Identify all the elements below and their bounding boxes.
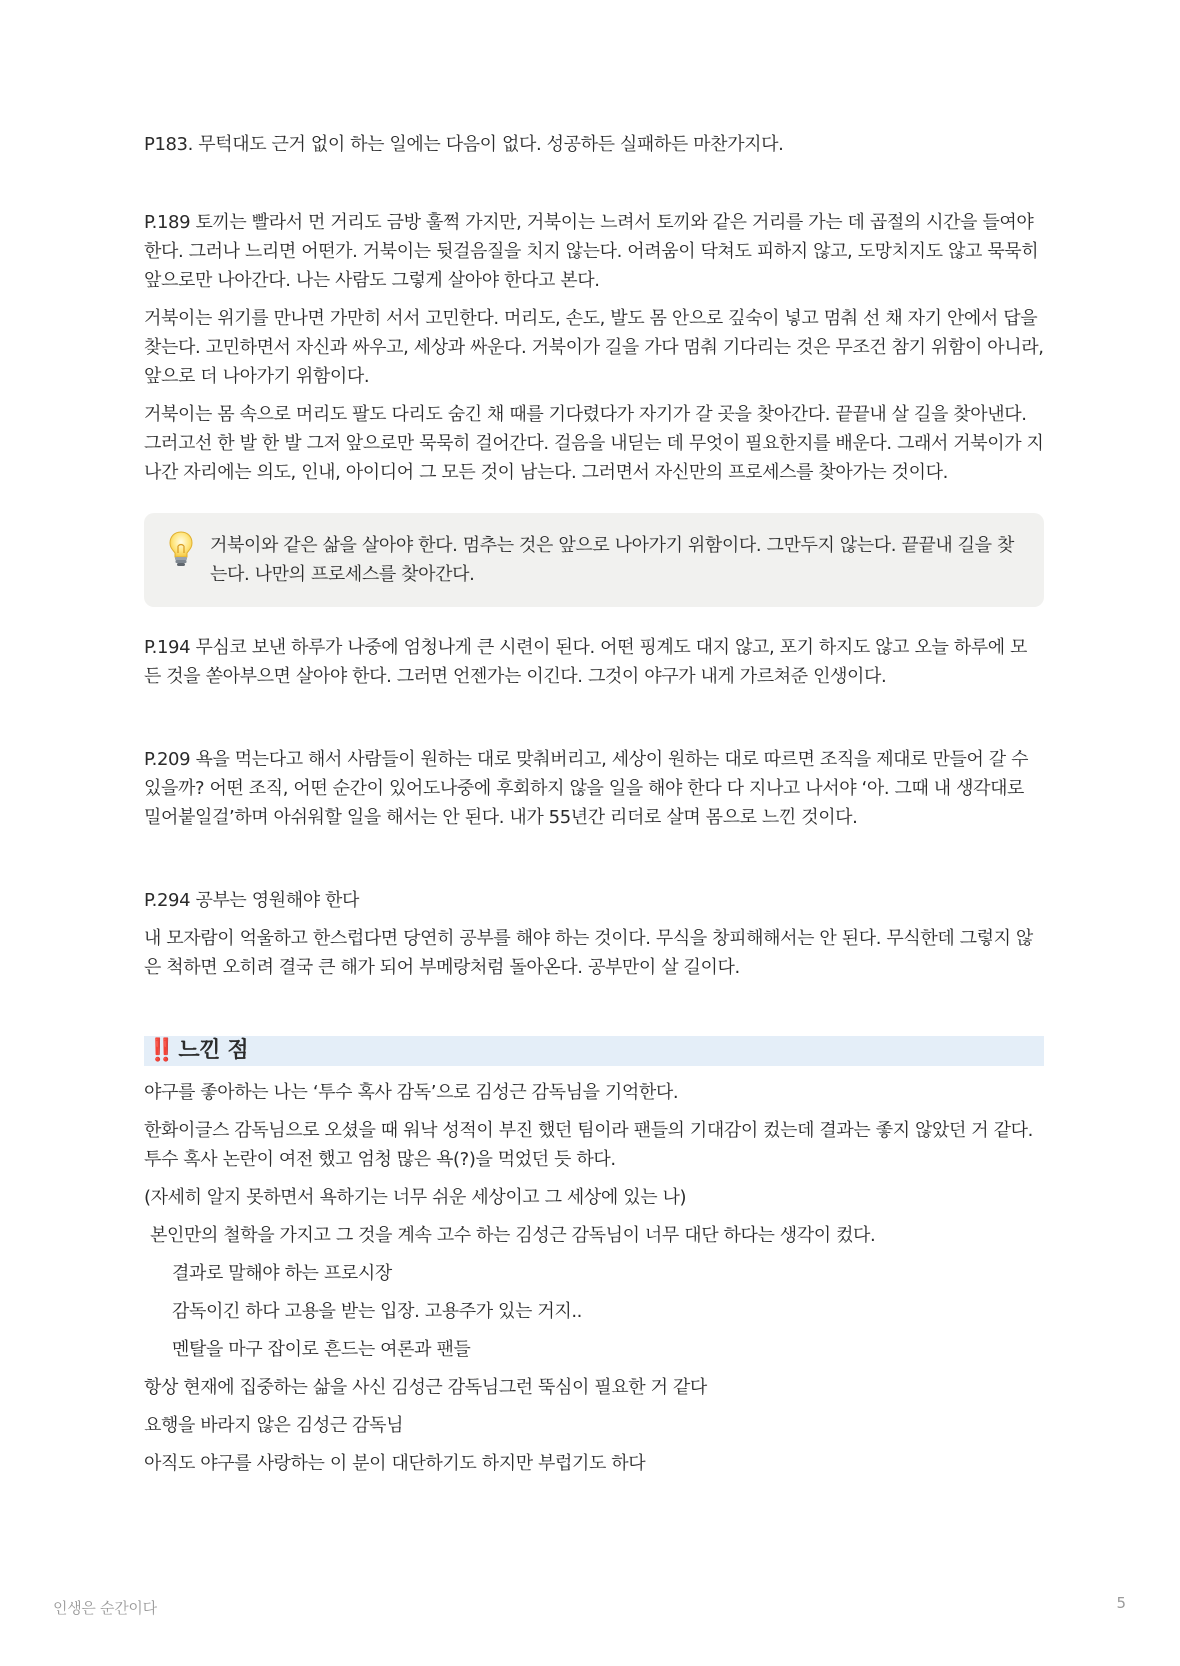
page-number: 5	[1116, 1594, 1126, 1612]
reflection-line: 본인만의 철학을 가지고 그 것을 계속 고수 하는 김성근 감독님이 너무 대단 하다는 생각이 컸다.	[150, 1225, 876, 1246]
reflection-line: (자세히 알지 못하면서 욕하기는 너무 쉬운 세상이고 그 세상에 있는 나)	[144, 1187, 687, 1208]
quote-p294-body: 내 모자람이 억울하고 한스럽다면 당연히 공부를 해야 하는 것이다. 무식을 창피해해서는 안 된다. 무식한데 그렇지 않은 척하면 오히려 결국 큰 해가 되어 부메랑처럼 돌아온다. 공부만이 살 길이다.	[144, 928, 1033, 978]
reflection-subline: 멘탈을 마구 잡이로 흔드는 여론과 팬들	[172, 1339, 471, 1360]
callout-box	[144, 513, 1044, 607]
reflection-line: 한화이글스 감독님으로 오셨을 때 워낙 성적이 부진 했던 팀이라 팬들의 기대감이 컸는데 결과는 좋지 않았던 거 같다. 투수 혹사 논란이 여전 했고 엄청 많은 욕(?)을 먹었던 듯 하다.	[144, 1120, 1033, 1170]
reflection-line: 아직도 야구를 사랑하는 이 분이 대단하기도 하지만 부럽기도 하다	[144, 1453, 646, 1474]
callout-text: 거북이와 같은 삶을 살아야 한다. 멈추는 것은 앞으로 나아가기 위함이다. 그만두지 않는다. 끝끝내 길을 찾는다. 나만의 프로세스를 찾아간다.	[210, 535, 1014, 585]
double-exclamation-icon: ‼️	[148, 1038, 173, 1063]
reflection-subline: 결과로 말해야 하는 프로시장	[172, 1263, 392, 1284]
quote-p189-continued: 거북이는 몸 속으로 머리도 팔도 다리도 숨긴 채 때를 기다렸다가 자기가 갈 곳을 찾아간다. 끝끝내 살 길을 찾아낸다. 그러고선 한 발 한 발 그저 앞으로만 묵묵히 걸어간다. 걸음을 내딛는 데 무엇이 필요한지를 배운다. 그래서 거북이가 지나간 자리에는 의도, 인내, 아이디어 그 모든 것이 남는다. 그러면서 자신만의 프로세스를 찾아가는 것이다.	[144, 404, 1044, 483]
quote-p189: P.189 토끼는 빨라서 먼 거리도 금방 훌쩍 가지만, 거북이는 느려서 토끼와 같은 거리를 가는 데 곱절의 시간을 들여야 한다. 그러나 느리면 어떤가. 거북이는 뒷걸음질을 치지 않는다. 어려움이 닥쳐도 피하지 않고, 도망치지도 않고 묵묵히 앞으로만 나아간다. 나는 사람도 그렇게 살아야 한다고 본다.	[144, 212, 1039, 291]
lightbulb-icon	[166, 529, 196, 569]
reflection-line: 항상 현재에 집중하는 삶을 사신 김성근 감독님그런 뚝심이 필요한 거 같다	[144, 1377, 707, 1398]
section-heading-title: 느낀 점	[178, 1038, 249, 1063]
quote-p183: P183. 무턱대도 근거 없이 하는 일에는 다음이 없다. 성공하든 실패하든 마찬가지다.	[144, 134, 784, 155]
quote-p194: P.194 무심코 보낸 하루가 나중에 엄청나게 큰 시련이 된다. 어떤 핑계도 대지 않고, 포기 하지도 않고 오늘 하루에 모든 것을 쏟아부으면 살아야 한다. 그러면 언젠가는 이긴다. 그것이 야구가 내게 가르쳐준 인생이다.	[144, 637, 1028, 687]
footer-document-title: 인생은 순간이다	[53, 1599, 157, 1617]
section-heading	[144, 1036, 1044, 1066]
reflection-subline: 감독이긴 하다 고용을 받는 입장. 고용주가 있는 거지..	[172, 1301, 582, 1322]
reflection-line: 야구를 좋아하는 나는 ‘투수 혹사 감독’으로 김성근 감독님을 기억한다.	[144, 1082, 679, 1103]
page-content	[144, 130, 1044, 1478]
quote-p189-continued: 거북이는 위기를 만나면 가만히 서서 고민한다. 머리도, 손도, 발도 몸 안으로 깊숙이 넣고 멈춰 선 채 자기 안에서 답을 찾는다. 고민하면서 자신과 싸우고, 세상과 싸운다. 거북이가 길을 가다 멈춰 기다리는 것은 무조건 참기 위함이 아니라, 앞으로 더 나아가기 위함이다.	[144, 308, 1044, 387]
quote-p209: P.209 욕을 먹는다고 해서 사람들이 원하는 대로 맞춰버리고, 세상이 원하는 대로 따르면 조직을 제대로 만들어 갈 수 있을까? 어떤 조직, 어떤 순간이 있어도나중에 후회하지 않을 일을 해야 한다 다 지나고 나서야 ‘아. 그때 내 생각대로 밀어붙일걸’하며 아쉬워할 일을 해서는 안 된다. 내가 55년간 리더로 살며 몸으로 느낀 것이다.	[144, 749, 1029, 828]
quote-p294-title: P.294 공부는 영원해야 한다	[144, 890, 359, 911]
reflection-line: 요행을 바라지 않은 김성근 감독님	[144, 1415, 404, 1436]
